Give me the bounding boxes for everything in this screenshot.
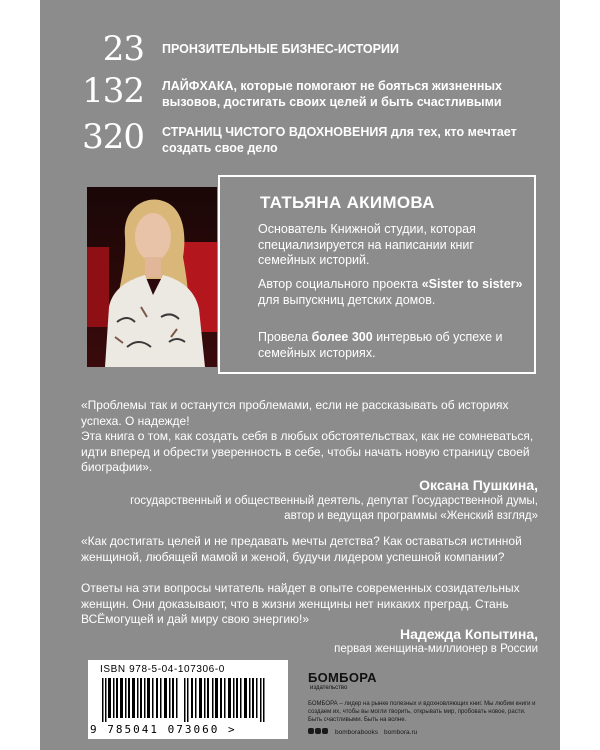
author-photo: [87, 187, 217, 367]
stat-number: 23: [102, 29, 144, 69]
isbn-number: ISBN 978-5-04-107306-0: [100, 664, 225, 675]
publisher-subtitle: издательство: [310, 685, 348, 691]
stat-number: 320: [82, 117, 144, 157]
vk-icon: [308, 728, 314, 734]
stat-rest: которые помогают не бояться жизненных вызовов, достигать своих целей и быть счастливыми: [162, 79, 502, 109]
author-name: ТАТЬЯНА АКИМОВА: [260, 193, 435, 212]
quote-2-paragraph-1: «Как достигать целей и не предавать мечты детства? Как оставаться истинной женщиной, любящей мамой и женой, будучи лидером успешной компании?: [81, 534, 522, 564]
author-bio-3: [258, 330, 528, 361]
author-bio-2: [258, 277, 528, 308]
bio3-post: интервью об успехе и семейных историях.: [258, 330, 503, 360]
stat-bold: ЛАЙФХАКА,: [162, 79, 237, 93]
publisher-site[interactable]: bombora.ru: [384, 728, 418, 736]
barcode-digits: 9 785041 073060 >: [90, 723, 237, 736]
bio3-pre: Провела: [258, 330, 312, 344]
quote-2-paragraph-2: Ответы на эти вопросы читатель найдет в опыте современных созидательных женщин. Они доказывают, что в жизни женщины нет никаких преград. Стань ВСЁмогущей и дай миру свою энергию!»: [81, 581, 520, 626]
publisher-socials: [308, 728, 417, 736]
social-icons: [308, 728, 329, 736]
publisher-handle[interactable]: bomborabooks: [335, 728, 378, 736]
stat-number: 132: [82, 71, 144, 111]
stat-bold: СТРАНИЦ ЧИСТОГО ВДОХНОВЕНИЯ: [162, 125, 388, 139]
publisher-description: БОМБОРА – лидер на рынке полезных и вдохновляющих книг. Мы любим книги и создаем их, чтобы вы могли творить, открывать мир, пробовать новое, расти. Быть счастливыми. Быть на волне.: [308, 701, 536, 723]
barcode-bars: [102, 678, 274, 722]
book-back-cover: [40, 0, 560, 750]
isbn-barcode: [88, 660, 288, 739]
bio3-bold: более 300: [311, 330, 373, 344]
stat-bold: ПРОНЗИТЕЛЬНЫЕ БИЗНЕС-ИСТОРИИ: [162, 42, 399, 56]
youtube-icon: [322, 728, 328, 734]
stat-text: [162, 124, 522, 156]
bio2-post: для выпускниц детских домов.: [258, 292, 436, 307]
author-portrait-illustration: [87, 187, 217, 367]
quote-1-author: Оксана Пушкина,: [419, 477, 538, 493]
publisher-logo: БОМБОРА: [308, 670, 377, 685]
bio2-pre: Автор социального проекта: [258, 277, 422, 291]
bio2-bold: «Sister to sister»: [421, 277, 523, 291]
quote-1-paragraph-1: «Проблемы так и останутся проблемами, если не рассказывать об историях успеха. О надежде!: [81, 398, 509, 428]
author-bio-1: Основатель Книжной студии, которая специализируется на написании книг семейных историй.: [258, 222, 476, 267]
quote-1-paragraph-2: Эта книга о том, как создать себя в любых обстоятельствах, как не сомневаться, идти вперед и обрести уверенность в себе, чтобы начать новую страницу своей биографии».: [81, 429, 534, 474]
quote-1-role: государственный и общественный деятель, депутат Государственной думы, автор и ведущая программы «Женский взгляд»: [130, 495, 538, 522]
quote-2-role: первая женщина-миллионер в России: [334, 643, 538, 655]
instagram-icon: [315, 728, 321, 734]
quote-2-author: Надежда Копытина,: [400, 626, 538, 642]
stat-text: [162, 41, 522, 57]
stat-text: [162, 78, 522, 110]
stat-rest: для тех, кто мечтает создать свое дело: [162, 125, 517, 155]
